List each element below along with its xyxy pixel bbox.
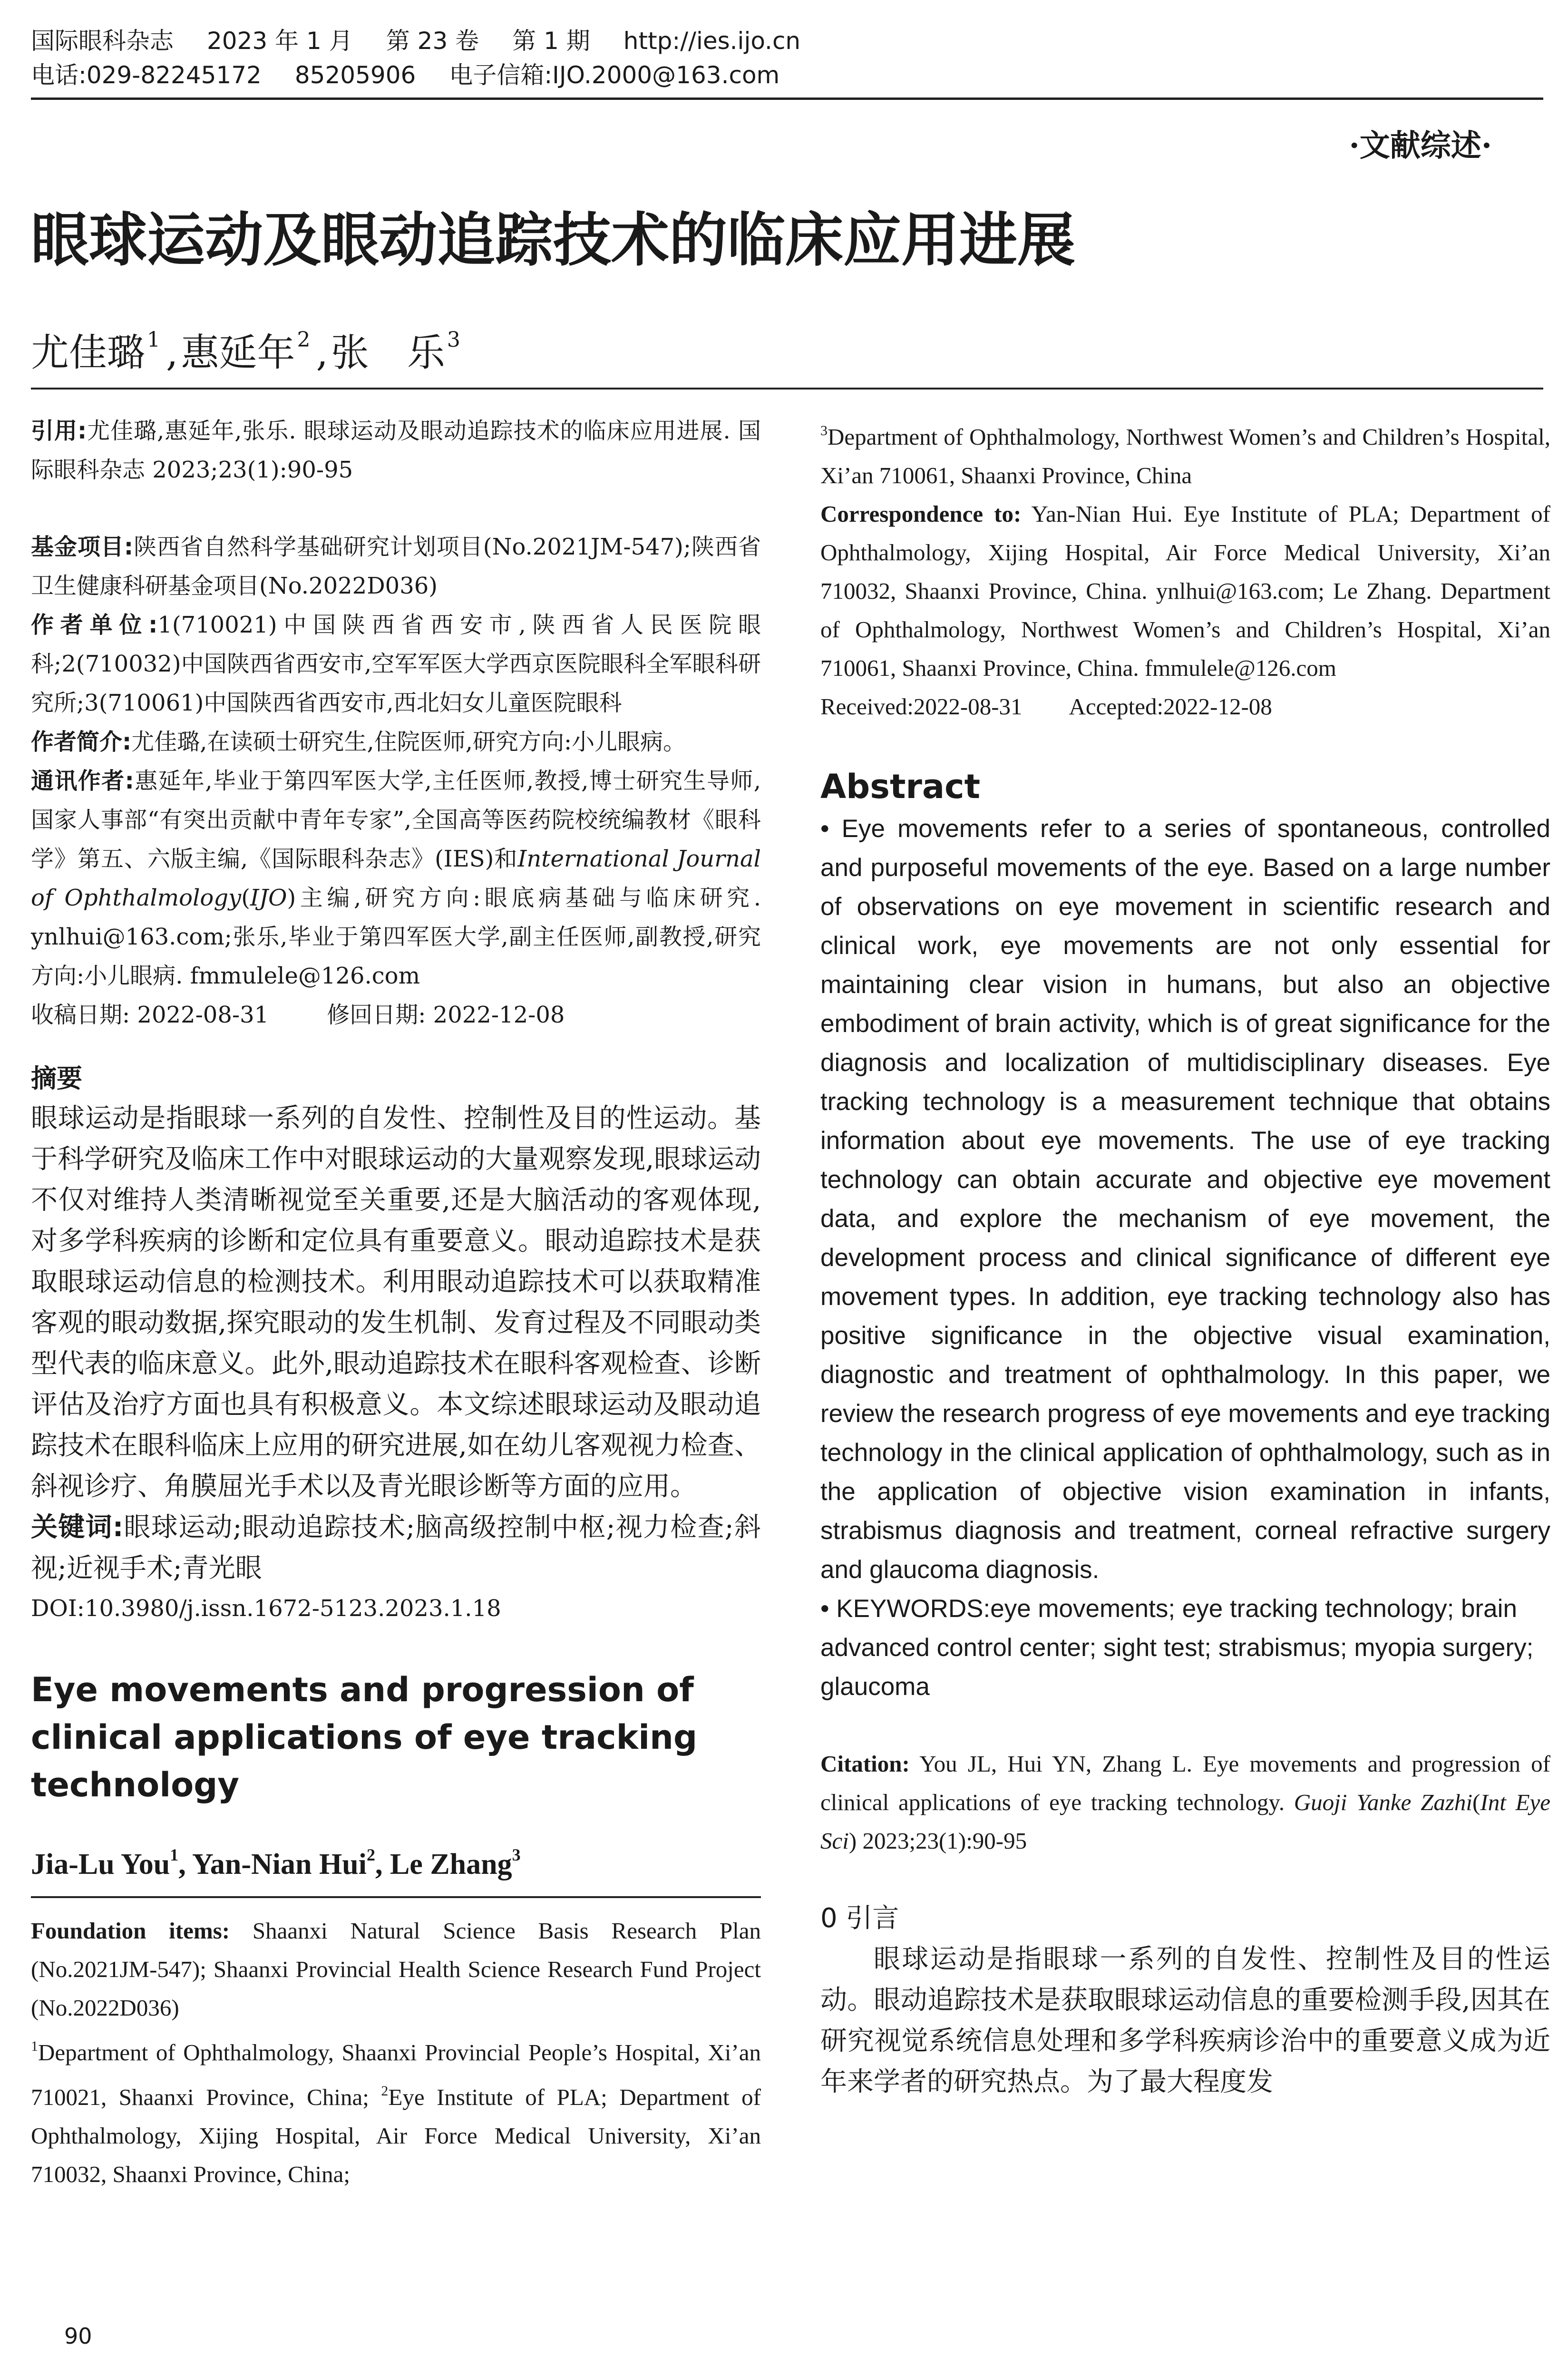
author-name: 张 乐 — [331, 331, 445, 375]
author-name: 惠延年 — [181, 331, 295, 375]
english-affiliations: $^1$Department of Ophthalmology, Shaanxi Provincial People’s Hospital, Xi’an 710021, Shaanxi Province, China; $^2$Eye Institute of PLA; Department of Ophthalmology, Xijing Hospital, Air Force Medical University, Xi’an 710032, Shaanxi Province, China; — [31, 2038, 761, 2187]
authors-rule — [31, 388, 1543, 390]
phone: 电话:029-82245172 — [31, 61, 262, 89]
cn-author-bio: 作者简介:尤佳璐,在读硕士研究生,住院医师,研究方向:小儿眼病。 — [31, 729, 686, 755]
author-name: 尤佳璐 — [31, 331, 145, 375]
cn-correspondence: 通讯作者:惠延年,毕业于第四军医大学,主任医师,教授,博士研究生导师,国家人事部“有突出贡献中青年专家”,全国高等医药院校统编教材《眼科学》第五、六版主编,《国际眼科杂志》(IES)和International Journal of Ophthalmology(IJO)主编,研究方向:眼底病基础与临床研究. ynlhui@163.com;张乐,毕业于第四军医大学,副主任医师,副教授,研究方向:小儿眼病. fmmulele@126.com — [31, 768, 761, 989]
english-authors: Jia-Lu You$^1$, Yan-Nian Hui$^2$, Le Zhang$^3$ — [31, 1845, 521, 1880]
english-title: Eye movements and progression of clinical applications of eye tracking technology — [31, 1670, 698, 1804]
author-affiliation-mark: 3 — [447, 328, 460, 352]
right-column — [820, 411, 1550, 2103]
cn-citation: 引用:尤佳璐,惠延年,张乐. 眼球运动及眼动追踪技术的临床应用进展. 国际眼科杂志 2023;23(1):90-95 — [31, 418, 761, 483]
masthead-rule — [31, 97, 1543, 100]
phone-2: 85205906 — [294, 61, 416, 89]
received-date: 收稿日期: 2022-08-31 — [31, 1002, 269, 1028]
foundation-items: Foundation items: Shaanxi Natural Science Basis Research Plan (No.2021JM-547); Shaanxi Provincial Health Science Research Fund Project (No.2022D036) — [31, 1918, 761, 2021]
journal-name: 国际眼科杂志 — [31, 27, 174, 55]
doi[interactable]: DOI:10.3980/j.issn.1672-5123.2023.1.18 — [31, 1595, 501, 1622]
abstract-cn-text: 眼球运动是指眼球一系列的自发性、控制性及目的性运动。基于科学研究及临床工作中对眼球运动的大量观察发现,眼球运动不仅对维持人类清晰视觉至关重要,还是大脑活动的客观体现,对多学科疾病的诊断和定位具有重要意义。眼动追踪技术是获取眼球运动信息的检测技术。利用眼动追踪技术可以获取精准客观的眼动数据,探究眼动的发生机制、发育过程及不同眼动类型代表的临床意义。此外,眼动追踪技术在眼科客观检查、诊断评估及治疗方面也具有积极意义。本文综述眼球运动及眼动追踪技术在眼科临床上应用的研究进展,如在幼儿客观视力检查、斜视诊疗、角膜屈光手术以及青光眼诊断等方面的应用。 — [31, 1103, 761, 1502]
keywords-en: • KEYWORDS:eye movements; eye tracking technology; brain advanced control center; sight test; strabismus; myopia surgery; glaucoma — [820, 1595, 1534, 1701]
english-citation: Citation: You JL, Hui YN, Zhang L. Eye movements and progression of clinical applications of eye tracking technology. Guoji Yanke Zazhi(Int Eye Sci) 2023;23(1):90-95 — [820, 1751, 1550, 1854]
english-affiliation-3: $^3$Department of Ophthalmology, Northwest Women’s and Children’s Hospital, Xi’an 710061, Shaanxi Province, China — [820, 423, 1550, 488]
author-affiliation-mark: 2 — [297, 328, 311, 352]
masthead-line-2 — [31, 58, 1534, 92]
article-title: 眼球运动及眼动追踪技术的临床应用进展 — [31, 206, 1075, 274]
introduction-text: 眼球运动是指眼球一系列的自发性、控制性及目的性运动。眼动追踪技术是获取眼球运动信息的重要检测手段,因其在研究视觉系统信息处理和多学科疾病诊治中的重要意义成为近年来学者的研究热点。为了最大程度发 — [820, 1944, 1550, 2097]
left-column — [31, 411, 761, 2193]
cn-affiliations: 作者单位:1(710021)中国陕西省西安市,陕西省人民医院眼科;2(710032)中国陕西省西安市,空军军医大学西京医院眼科全军眼科研究所;3(710061)中国陕西省西安市,西北妇女儿童医院眼科 — [31, 612, 761, 716]
abstract-en-heading: Abstract — [820, 767, 981, 806]
issue-date: 2023 年 1 月 — [207, 27, 353, 55]
cn-funding: 基金项目:陕西省自然科学基础研究计划项目(No.2021JM-547);陕西省卫生健康科研基金项目(No.2022D036) — [31, 534, 761, 599]
issue: 第 1 期 — [512, 27, 590, 55]
english-correspondence: Correspondence to: Yan-Nian Hui. Eye Institute of PLA; Department of Ophthalmology, Xijing Hospital, Air Force Medical University, Xi’an 710032, Shaanxi Province, China. ynlhui@163.com; Le Zhang. Department of Ophthalmology, Northwest Women’s and Children’s Hospital, Xi’an 710061, Shaanxi Province, China. fmmulele@126.com — [820, 501, 1550, 681]
english-dates: Received:2022-08-31 Accepted:2022-12-08 — [820, 693, 1272, 720]
abstract-en-text: • Eye movements refer to a series of spontaneous, controlled and purposeful movements of the eye. Based on a large number of observations on eye movement in scientific research and clinical work, eye movements are not only essential for maintaining clear vision in humans, but also an objective embodiment of brain activity, which is of great significance for the diagnosis and localization of multidisciplinary diseases. Eye tracking technology is a measurement technique that obtains information about eye movements. The use of eye tracking technology can obtain accurate and objective eye movement data, and explore the mechanism of eye movement, the development process and clinical significance of different eye movement types. In addition, eye tracking technology also has positive significance in the objective visual examination, diagnostic and treatment of ophthalmology. In this paper, we review the research progress of eye movements and eye tracking technology in the clinical application of ophthalmology, such as in the application of objective vision examination in infants, strabismus diagnosis and treatment, corneal refractive surgery and glaucoma diagnosis. — [820, 815, 1550, 1584]
masthead-line-1 — [31, 24, 1534, 58]
journal-email[interactable]: 电子信箱:IJO.2000@163.com — [449, 61, 780, 89]
english-authors-rule — [31, 1896, 761, 1898]
author-affiliation-mark: 1 — [147, 328, 160, 352]
page-number: 90 — [64, 2323, 92, 2349]
journal-url[interactable]: http://ies.ijo.cn — [623, 27, 801, 55]
introduction-heading: 0 引言 — [820, 1903, 899, 1934]
keywords-cn: 关键词:眼球运动;眼动追踪技术;脑高级控制中枢;视力检查;斜视;近视手术;青光眼 — [31, 1512, 761, 1584]
cn-dates — [31, 995, 761, 1034]
section-tag: ·文献综述· — [1349, 128, 1492, 164]
masthead — [31, 24, 1534, 92]
abstract-cn-heading: 摘要 — [31, 1063, 82, 1093]
author-list: 尤佳璐$^1$ ,惠延年$^2$ ,张 乐$^3$ — [31, 328, 460, 375]
volume: 第 23 卷 — [386, 27, 479, 55]
revised-date: 修回日期: 2022-12-08 — [327, 1002, 565, 1028]
